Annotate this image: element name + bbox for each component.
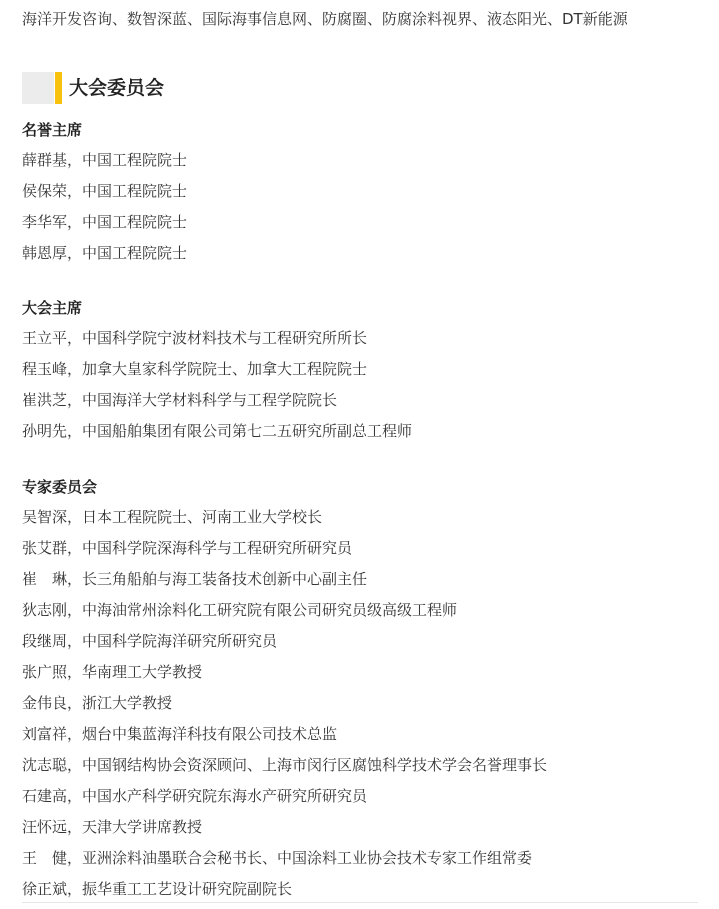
member-line: 狄志刚，中海油常州涂料化工研究院有限公司研究员级高级工程师 (22, 601, 458, 619)
member-line: 刘富祥，烟台中集蓝海洋科技有限公司技术总监 (22, 725, 338, 743)
section-title: 大会委员会 (69, 77, 165, 99)
member-line: 徐正斌，振华重工工艺设计研究院副院长 (22, 880, 293, 898)
member-line: 汪怀远，天津大学讲席教授 (22, 818, 203, 836)
group-title: 名誉主席 (22, 121, 83, 139)
member-line: 张艾群，中国科学院深海科学与工程研究所研究员 (22, 539, 353, 557)
group-honorary-chairs (22, 120, 187, 273)
member-line: 崔洪芝，中国海洋大学材料科学与工程学院院长 (22, 391, 338, 409)
member-line: 沈志聪，中国钢结构协会资深顾问、上海市闵行区腐蚀科学技术学会名誉理事长 (22, 756, 548, 774)
member-line: 崔 琳，长三角船舶与海工装备技术创新中心副主任 (22, 570, 368, 588)
bottom-divider (22, 902, 698, 903)
member-line: 金伟良，浙江大学教授 (22, 694, 173, 712)
member-line: 薛群基，中国工程院院士 (22, 151, 188, 169)
member-line: 吴智深，日本工程院院士、河南工业大学校长 (22, 508, 323, 526)
group-title: 大会主席 (22, 299, 83, 317)
group-title: 专家委员会 (22, 478, 98, 496)
member-line: 石建高，中国水产科学研究院东海水产研究所研究员 (22, 787, 368, 805)
member-line: 王 健，亚洲涂料油墨联合会秘书长、中国涂料工业协会技术专家工作组常委 (22, 849, 533, 867)
member-line: 韩恩厚，中国工程院院士 (22, 244, 188, 262)
member-line: 侯保荣，中国工程院院士 (22, 182, 188, 200)
member-line: 李华军，中国工程院院士 (22, 213, 188, 231)
section-header (22, 72, 222, 104)
section-header-block (22, 72, 54, 104)
member-line: 孙明先，中国船舶集团有限公司第七二五研究所副总工程师 (22, 422, 413, 440)
member-line: 段继周，中国科学院海洋研究所研究员 (22, 632, 278, 650)
group-conference-chairs (22, 298, 412, 451)
member-line: 王立平，中国科学院宁波材料技术与工程研究所所长 (22, 329, 368, 347)
group-expert-committee (22, 477, 547, 909)
organizer-list-line: 海洋开发咨询、数智深蓝、国际海事信息网、防腐圈、防腐涂料视界、液态阳光、DT新能源 (22, 10, 628, 28)
member-line: 程玉峰，加拿大皇家科学院院士、加拿大工程院院士 (22, 360, 368, 378)
section-header-accent-bar (55, 72, 62, 104)
member-line: 张广照，华南理工大学教授 (22, 663, 203, 681)
